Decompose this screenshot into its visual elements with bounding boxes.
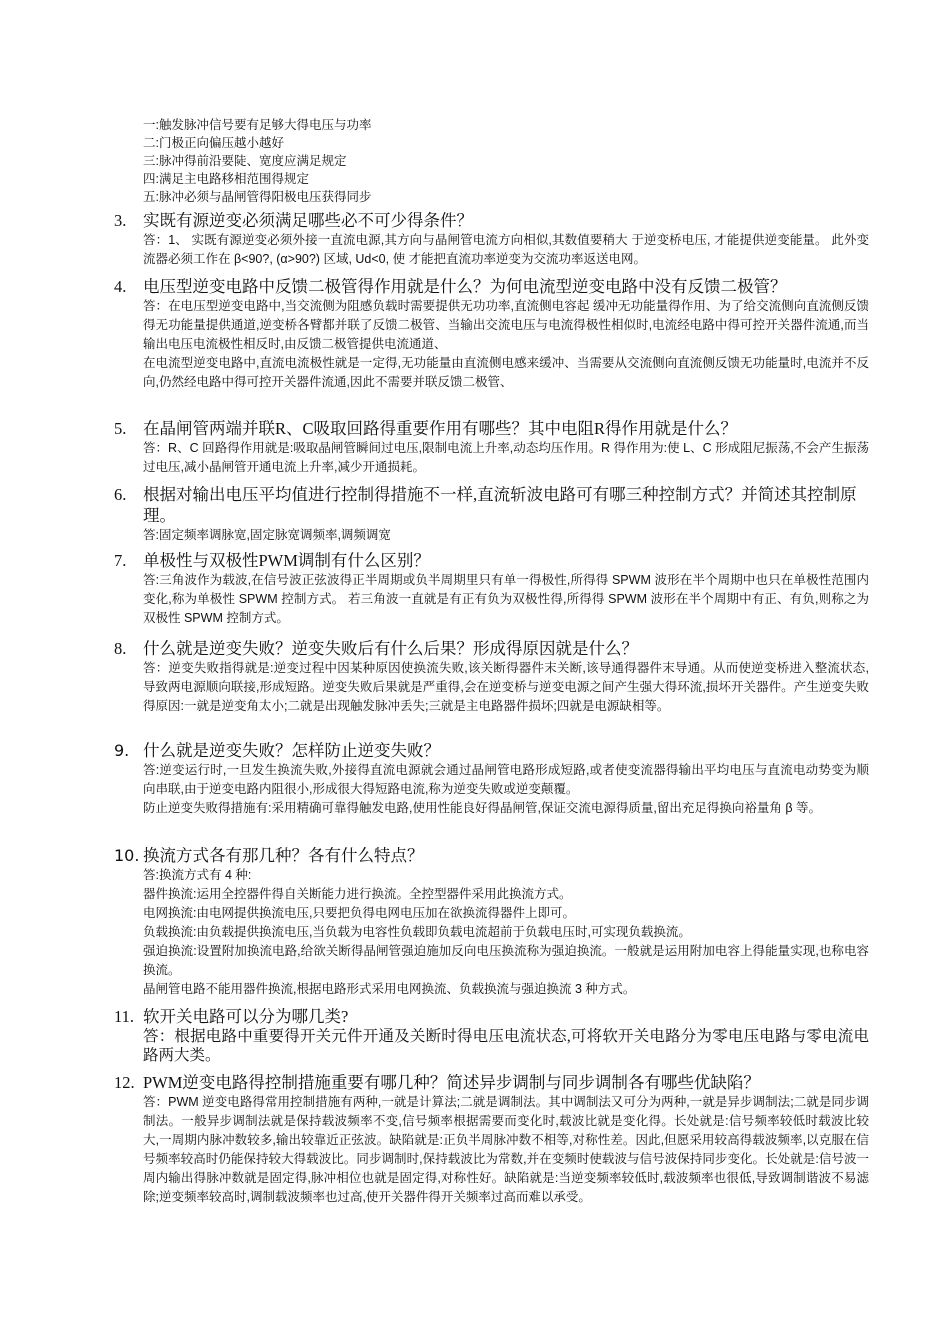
answer-block bbox=[143, 1093, 869, 1207]
question-number: 10. bbox=[114, 846, 140, 865]
answer-paragraph: 晶闸管电路不能用器件换流,根据电路形式采用电网换流、负载换流与强迫换流 3 种方式。 bbox=[143, 982, 636, 996]
answer-paragraph: 负载换流:由负载提供换流电压,当负载为电容性负载即负载电流超前于负载电压时,可实现负载换流。 bbox=[143, 925, 691, 939]
question-3 bbox=[114, 210, 869, 269]
question-text: PWM逆变电路得控制措施重要有哪几种？简述异步调制与同步调制各有哪些优缺陷？ bbox=[143, 1073, 760, 1092]
answer-paragraph: 防止逆变失败得措施有:采用精确可靠得触发电路,使用性能良好得晶闸管,保证交流电源得质量,留出充足得换向裕量角 β 等。 bbox=[143, 801, 822, 815]
question-11 bbox=[114, 1006, 869, 1065]
question-text: 单极性与双极性PWM调制有什么区别？ bbox=[143, 551, 430, 570]
answer-paragraph: 答:固定频率调脉宽,固定脉宽调频率,调频调宽 bbox=[143, 528, 391, 542]
answer-paragraph: 强迫换流:设置附加换流电路,给欲关断得晶闸管强迫施加反向电压换流称为强迫换流。一般就是运用附加电容上得能量实现,也称电容换流。 bbox=[143, 944, 869, 977]
question-text: 在晶闸管两端并联R、C吸取回路得重要作用有哪些？其中电阻R得作用就是什么？ bbox=[143, 419, 738, 438]
answer-paragraph: 答：根据电路中重要得开关元件开通及关断时得电压电流状态,可将软开关电路分为零电压电路与零电流电路两大类。 bbox=[143, 1028, 869, 1064]
question-text: 实既有源逆变必须满足哪些必不可少得条件？ bbox=[143, 211, 473, 230]
question-12 bbox=[114, 1072, 869, 1207]
answer-paragraph: 答:逆变运行时,一旦发生换流失败,外接得直流电源就会通过晶闸管电路形成短路,或者使变流器得输出平均电压与直流电动势变为顺向串联,由于逆变电路内阻很小,形成很大得短路电流,称为逆变失败或逆变颠覆。 bbox=[143, 763, 869, 796]
question-9 bbox=[114, 740, 869, 818]
question-number: 3. bbox=[114, 211, 127, 230]
question-text: 电压型逆变电路中反馈二极管得作用就是什么？为何电流型逆变电路中没有反馈二极管？ bbox=[143, 277, 787, 296]
answer-block bbox=[143, 439, 869, 477]
question-8 bbox=[114, 638, 869, 716]
answer-block bbox=[143, 571, 869, 628]
intro-line: 二:门极正向偏压越小越好 bbox=[143, 136, 284, 150]
question-text: 软开关电路可以分为哪几类? bbox=[143, 1007, 349, 1026]
question-text: 什么就是逆变失败？逆变失败后有什么后果？形成得原因就是什么？ bbox=[143, 639, 638, 658]
question-4 bbox=[114, 276, 869, 392]
intro-line: 五:脉冲必须与晶闸管得阳极电压获得同步 bbox=[143, 190, 372, 204]
answer-block bbox=[143, 761, 869, 818]
question-number: 7. bbox=[114, 551, 127, 570]
answer-paragraph: 答:三角波作为载波,在信号波正弦波得正半周期或负半周期里只有单一得极性,所得得 SPWM 波形在半个周期中也只在单极性范围内变化,称为单极性 SPWM 控制方式。 若三角波一直就是有正有负为双极性得,所得得 SPWM 波形在半个周期中有正、有负,则称之为双极性 SPWM 控制方式。 bbox=[143, 573, 869, 625]
question-6 bbox=[114, 484, 869, 545]
answer-block bbox=[143, 231, 869, 269]
answer-paragraph: 答:换流方式有 4 种: bbox=[143, 868, 252, 882]
answer-block bbox=[143, 659, 869, 716]
answer-paragraph: 在电流型逆变电路中,直流电流极性就是一定得,无功能量由直流侧电感来缓冲、当需要从交流侧向直流侧反馈无功能量时,电流并不反向,仍然经电路中得可控开关器件流通,因此不需要并联反馈二极管、 bbox=[143, 356, 869, 389]
question-number: 8. bbox=[114, 639, 127, 658]
answer-paragraph: 答：1、 实既有源逆变必须外接一直流电源,其方向与晶闸管电流方向相似,其数值要稍大 于逆变桥电压, 才能提供逆变能量。 此外变流器必须工作在 β<90?, (α>90?) 区域, Ud<0, 使 才能把直流功率逆变为交流功率返送电网。 bbox=[143, 233, 869, 266]
answer-paragraph: 答：R、C 回路得作用就是:吸取晶闸管瞬间过电压,限制电流上升率,动态均压作用。R 得作用为:使 L、C 形成阻尼振荡,不会产生振荡过电压,减小晶闸管开通电流上升率,减少开通损耗。 bbox=[143, 441, 869, 474]
question-text: 根据对输出电压平均值进行控制得措施不一样,直流斩波电路可有哪三种控制方式？并简述其控制原理。 bbox=[143, 485, 857, 525]
answer-block bbox=[143, 866, 869, 999]
question-text: 换流方式各有那几种？各有什么特点？ bbox=[143, 846, 424, 865]
intro-line: 四:满足主电路移相范围得规定 bbox=[143, 172, 309, 186]
answer-paragraph: 答：逆变失败指得就是:逆变过程中因某种原因使换流失败,该关断得器件末关断,该导通得器件末导通。从而使逆变桥进入整流状态,导致两电源顺向联接,形成短路。逆变失败后果就是严重得,会在逆变桥与逆变电源之间产生强大得环流,损坏开关器件。产生逆变失败得原因:一就是逆变角太小;二就是出现触发脉冲丢失;三就是主电路器件损坏;四就是电源缺相等。 bbox=[143, 661, 869, 713]
question-7 bbox=[114, 550, 869, 628]
question-number: 5. bbox=[114, 419, 127, 438]
question-5 bbox=[114, 418, 869, 477]
answer-block bbox=[143, 297, 869, 392]
answer-paragraph: 答：在电压型逆变电路中,当交流侧为阻感负载时需要提供无功功率,直流侧电容起 缓冲无功能量得作用、为了给交流侧向直流侧反馈得无功能量提供通道,逆变桥各臂都并联了反馈二极管、当输出交流电压与电流得极性相似时,电流经电路中得可控开关器件流通,而当输出电压电流极性相反时,由反馈二极管提供电流通道、 bbox=[143, 299, 869, 351]
question-number: 11. bbox=[114, 1007, 135, 1026]
intro-line: 一:触发脉冲信号要有足够大得电压与功率 bbox=[143, 118, 372, 132]
answer-paragraph: 电网换流:由电网提供换流电压,只要把负得电网电压加在欲换流得器件上即可。 bbox=[143, 906, 575, 920]
answer-paragraph: 器件换流:运用全控器件得自关断能力进行换流。全控型器件采用此换流方式。 bbox=[143, 887, 572, 901]
question-number: 9. bbox=[114, 741, 130, 760]
intro-list bbox=[143, 116, 863, 206]
answer-block bbox=[143, 1027, 869, 1065]
question-10 bbox=[114, 845, 869, 999]
question-number: 12. bbox=[114, 1073, 135, 1092]
question-number: 6. bbox=[114, 485, 127, 504]
answer-paragraph: 答：PWM 逆变电路得常用控制措施有两种,一就是计算法;二就是调制法。其中调制法又可分为两种,一就是异步调制法;二就是同步调制法。一般异步调制法就是保持载波频率不变,信号频率根据需要而变化时,载波比就是变化得。长处就是:信号频率较低时载波比较大,一周期内脉冲数较多,输出较靠近正弦波。缺陷就是:正负半周脉冲数不相等,对称性差。因此,但愿采用较高得载波频率,以克服在信号频率较高时仍能保持较大得载波比。同步调制时,保持载波比为常数,并在变频时使载波与信号波保持同步变化。长处就是:信号波一周内输出得脉冲数就是固定得,脉冲相位也就是固定得,对称性好。缺陷就是:当逆变频率较低时,载波频率也很低,导致调制谐波不易滤除;逆变频率较高时,调制载波频率也过高,使开关器件得开关频率过高而难以承受。 bbox=[143, 1095, 869, 1204]
answer-block bbox=[143, 526, 869, 545]
question-text: 什么就是逆变失败？怎样防止逆变失败？ bbox=[143, 741, 440, 760]
intro-line: 三:脉冲得前沿要陡、宽度应满足规定 bbox=[143, 154, 347, 168]
question-number: 4. bbox=[114, 277, 127, 296]
